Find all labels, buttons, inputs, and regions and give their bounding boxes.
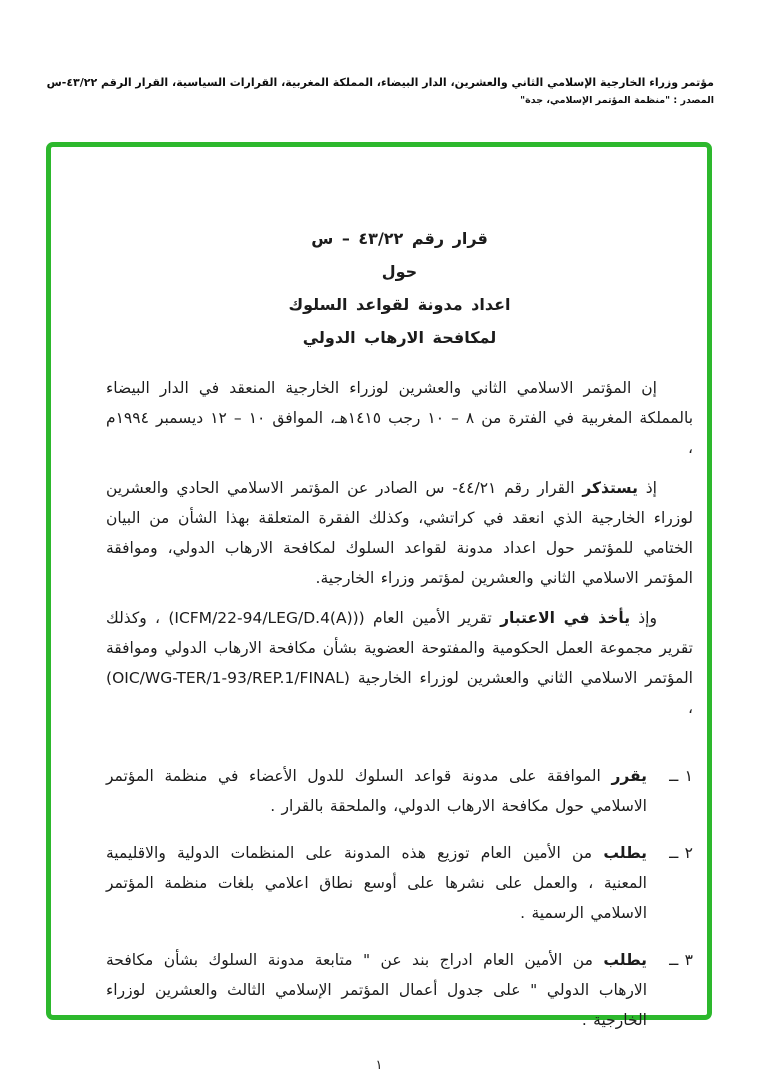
resolution-title xyxy=(106,229,693,347)
item-text-block xyxy=(106,945,647,1035)
paragraph-intro: إذ xyxy=(645,479,657,497)
source-line: المصدر : "منظمة المؤتمر الإسلامي، جدة" xyxy=(520,95,714,107)
paragraph-lead: يأخذ في الاعتبار xyxy=(500,609,631,627)
green-frame xyxy=(46,142,712,1029)
citation-header xyxy=(36,76,714,106)
paragraph-intro: وإذ xyxy=(638,609,657,627)
operative-item-3 xyxy=(106,945,693,1035)
preamble-paragraph-1 xyxy=(106,373,693,463)
item-text: الموافقة على مدونة قواعد السلوك للدول الأعضاء في منظمة المؤتمر الاسلامي حول مكافحة الارهاب الدولي، والملحقة بالقرار . xyxy=(106,767,647,815)
item-text: من الأمين العام ادراج بند عن " متابعة مدونة السلوك بشأن مكافحة الارهاب الدولي " على جدول أعمال المؤتمر الإسلامي الثالث والعشرين لوزراء الخارجية . xyxy=(106,951,647,1029)
resolution-subject-line1: اعداد مدونة لقواعد السلوك xyxy=(288,295,511,314)
item-text-block xyxy=(106,761,647,821)
preamble-paragraph-2 xyxy=(106,473,693,593)
paragraph-text: إن المؤتمر الاسلامي الثاني والعشرين لوزراء الخارجية المنعقد في الدار البيضاء بالمملكة المغربية في الفترة من ٨ – ١٠ رجب ١٤١٥هـ، الموافق ١٠ – ١٢ ديسمبر ١٩٩٤م ، xyxy=(106,379,694,457)
resolution-about: حول xyxy=(381,262,418,281)
item-lead: يطلب xyxy=(603,844,647,862)
preamble-paragraph-3 xyxy=(106,603,693,723)
item-number: ٢ ــ xyxy=(669,844,693,862)
item-text-block xyxy=(106,838,647,928)
preamble-section xyxy=(106,373,693,723)
item-number: ١ ــ xyxy=(669,767,693,785)
item-text: من الأمين العام توزيع هذه المدونة على المنظمات الدولية والاقليمية المعنية ، والعمل على نشرها على أوسع نطاق اعلامي بلغات منظمة المؤتمر الاسلامي الرسمية . xyxy=(106,844,647,922)
resolution-subject-line2: لمكافحة الارهاب الدولي xyxy=(302,328,497,347)
operative-item-1 xyxy=(106,761,693,821)
item-lead: يطلب xyxy=(603,951,647,969)
item-lead: يقرر xyxy=(611,767,647,785)
resolution-number: قرار رقم ٤٣/٢٢ – س xyxy=(311,229,488,248)
operative-items-section xyxy=(106,761,693,1035)
item-number: ٣ ــ xyxy=(669,951,693,969)
resolution-body xyxy=(51,147,707,1029)
citation-line: مؤتمر وزراء الخارجية الإسلامي الثاني والعشرين، الدار البيضاء، المملكة المغربية، القرارات السياسية، القرار الرقم ٤٣/٢٢-س xyxy=(46,76,714,89)
paragraph-text: القرار رقم ٤٤/٢١- س الصادر عن المؤتمر الاسلامي الحادي والعشرين لوزراء الخارجية الذي انعقد في كراتشي، وكذلك الفقرة المتعلقة بهذا الشأن من البيان الختامي للمؤتمر حول اعداد مدونة لقواعد السلوك لمكافحة الارهاب الدولي، وموافقة المؤتمر الاسلامي الثاني والعشرين لمؤتمر وزراء الخارجية. xyxy=(106,479,693,587)
operative-item-2 xyxy=(106,838,693,928)
page-number: ١ xyxy=(375,1058,383,1073)
paragraph-text: تقرير الأمين العام ((ICFM/22-94/LEG/D.4(A)) ، وكذلك تقرير مجموعة العمل الحكومية والمفتوحة العضوية بشأن مكافحة الارهاب الدولي وموافقة المؤتمر الاسلامي الثاني والعشرين لوزراء الخارجية (OIC/WG-TER/1-93/REP.1/FINAL) ، xyxy=(106,609,693,717)
paragraph-lead: يستذكر xyxy=(582,479,638,497)
